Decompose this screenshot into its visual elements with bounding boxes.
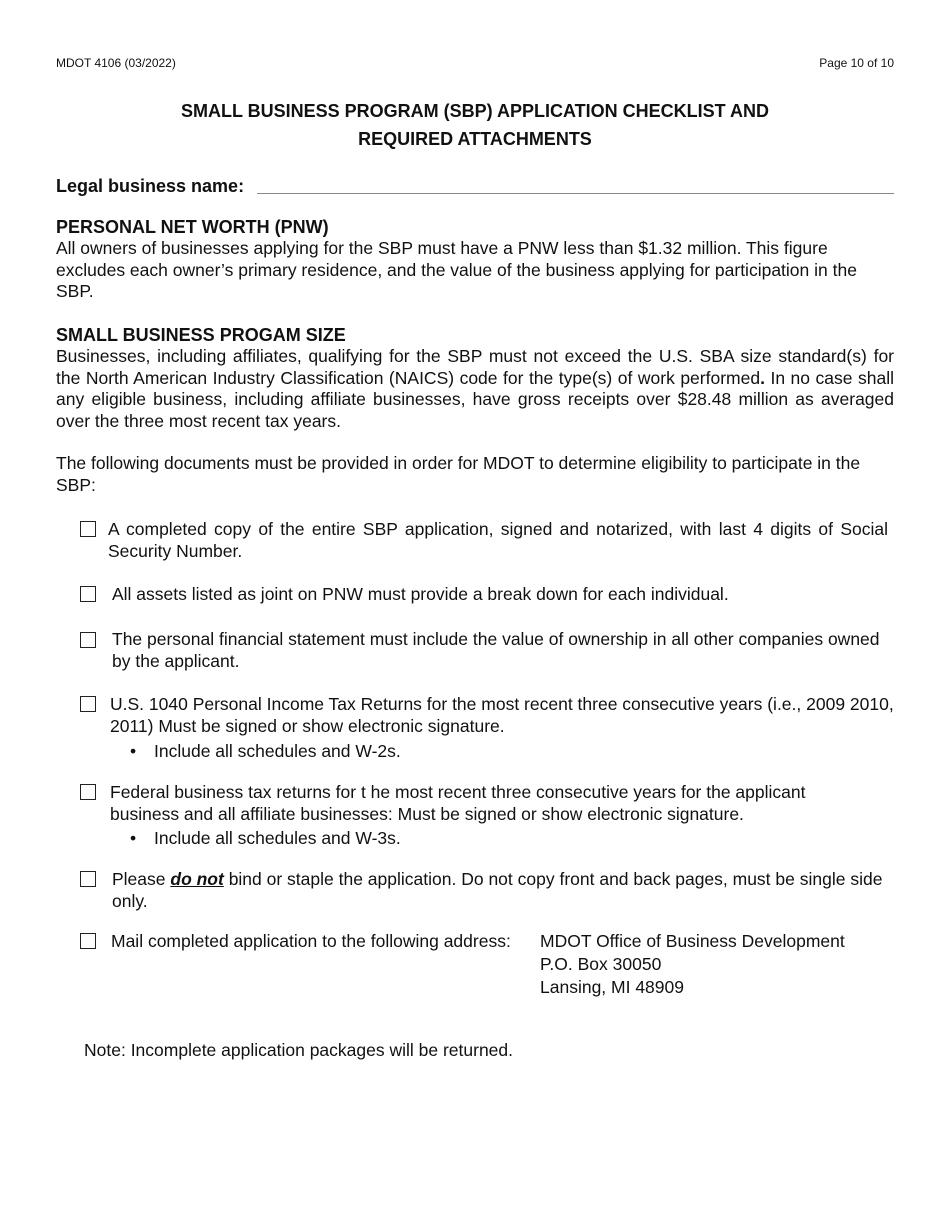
checklist-item-5-bullet-text: Include all schedules and W-3s.	[154, 828, 401, 848]
checklist-item-5-bullet	[130, 827, 401, 849]
checklist-item-4: U.S. 1040 Personal Income Tax Returns for the most recent three consecutive years (i.e., 2009 2010, 2011) Must be signed or show electronic signature.	[110, 694, 894, 736]
checklist-item-7: Mail completed application to the following address:	[111, 931, 511, 951]
checkbox-item-2[interactable]	[80, 586, 96, 602]
checklist-item-4-bullet	[130, 740, 401, 762]
checklist-item-2: All assets listed as joint on PNW must provide a break down for each individual.	[112, 584, 729, 604]
size-body-period: .	[760, 367, 765, 388]
checkbox-item-5[interactable]	[80, 784, 96, 800]
checkbox-item-1[interactable]	[80, 521, 96, 537]
bullet-icon: •	[130, 828, 137, 848]
note-text: Note: Incomplete application packages will be returned.	[84, 1040, 513, 1060]
size-section	[56, 324, 894, 432]
pnw-body: All owners of businesses applying for the SBP must have a PNW less than $1.32 million. This figure excludes each owner’s primary residence, and the value of the business applying for participation in the SBP.	[56, 238, 857, 301]
page-number: Page 10 of 10	[819, 56, 894, 70]
page-title	[56, 97, 894, 153]
checkbox-item-4[interactable]	[80, 696, 96, 712]
checklist-item-6-emphasis: do not	[170, 869, 224, 889]
form-id: MDOT 4106 (03/2022)	[56, 56, 176, 70]
pnw-heading: PERSONAL NET WORTH (PNW)	[56, 217, 329, 237]
checkbox-item-6[interactable]	[80, 871, 96, 887]
checklist-item-1: A completed copy of the entire SBP application, signed and notarized, with last 4 digits of Social Security Number.	[108, 519, 888, 561]
checklist-item-6-post: bind or staple the application. Do not copy front and back pages, must be single side only.	[112, 869, 883, 911]
address-line-1: MDOT Office of Business Development	[540, 931, 845, 951]
page-title-line1: SMALL BUSINESS PROGRAM (SBP) APPLICATION CHECKLIST AND	[180, 101, 769, 121]
intro-text: The following documents must be provided in order for MDOT to determine eligibility to participate in the SBP:	[56, 453, 861, 495]
checkbox-item-3[interactable]	[80, 632, 96, 648]
pnw-section	[56, 216, 894, 303]
bullet-icon: •	[130, 741, 137, 761]
size-body-part2: In no case shall any eligible business, including affiliate businesses, have gross receipts over $28.48 million as averaged over the three most recent tax years.	[56, 367, 894, 431]
checklist-item-5: Federal business tax returns for t he most recent three consecutive years for the applicant business and all affiliate businesses: Must be signed or show electronic signature.	[110, 782, 806, 824]
legal-business-name-field[interactable]	[257, 193, 894, 194]
size-body	[56, 346, 894, 432]
checklist-item-4-bullet-text: Include all schedules and W-2s.	[154, 741, 401, 761]
page-title-line2: REQUIRED ATTACHMENTS	[358, 129, 592, 149]
size-heading: SMALL BUSINESS PROGAM SIZE	[56, 325, 346, 345]
mailing-address	[540, 930, 845, 999]
checkbox-item-7[interactable]	[80, 933, 96, 949]
checklist-item-6	[112, 868, 887, 912]
address-line-3: Lansing, MI 48909	[540, 977, 684, 997]
address-line-2: P.O. Box 30050	[540, 954, 662, 974]
checklist-item-3: The personal financial statement must include the value of ownership in all other companies owned by the applicant.	[112, 629, 880, 671]
legal-business-name-label: Legal business name:	[56, 176, 245, 196]
size-body-part1: Businesses, including affiliates, qualifying for the SBP must not exceed the U.S. SBA size standard(s) for the North American Industry Classification (NAICS) code for the type(s) of work performed	[56, 346, 894, 388]
checklist-item-6-pre: Please	[112, 869, 171, 889]
